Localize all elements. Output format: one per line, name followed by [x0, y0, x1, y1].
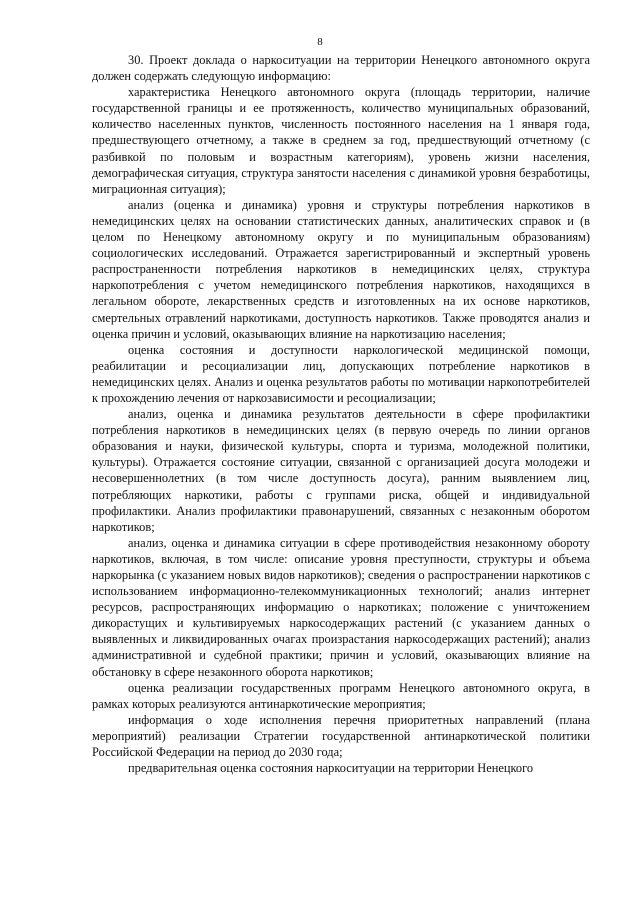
- paragraph-preliminary-assessment: предварительная оценка состояния наркоситуации на территории Ненецкого: [128, 761, 534, 776]
- paragraph-trafficking-analysis: анализ, оценка и динамика ситуации в сфере противодействия незаконному обороту наркотиков, включая, в том числе: описание уровня преступности, структуры и объема наркорынка (с указанием новых видов наркотиков); сведения о распространении наркотиков с использованием информационно-телекоммуникационных технологий; анализ интернет ресурсов, распространяющих информацию о наркотиках; положение с уничтожением дикорастущих и культивируемых наркосодержащих растений (с указанием данных о выявленных и ликвидированных очагах произрастания наркосодержащих растений); анализ административной и судебной практики; причин и условий, оказывающих влияние на обстановку в сфере незаконного оборота наркотиков;: [92, 535, 590, 679]
- paragraph-state-programs: оценка реализации государственных программ Ненецкого автономного округа, в рамках которых реализуются антинаркотические мероприятия;: [92, 680, 590, 711]
- document-body: [92, 52, 590, 776]
- page-number: 8: [317, 36, 323, 48]
- paragraph-region-characteristics: характеристика Ненецкого автономного округа (площадь территории, наличие государственной границы и ее протяженность, количество муниципальных образований, количество населенных пунктов, численность постоянного населения на 1 января года, предшествующего отчетному, а также в среднем за год, предшествующий отчетному (с разбивкой по половым и возрастным категориям), уровень жизни населения, демографическая ситуация, структура занятости населения с динамикой уровня безработицы, миграционная ситуация);: [92, 85, 590, 196]
- paragraph-strategy-implementation: информация о ходе исполнения перечня приоритетных направлений (плана мероприятий) реализации Стратегии государственной антинаркотической политики Российской Федерации на период до 2030 года;: [92, 712, 590, 760]
- paragraph-medical-care-assessment: оценка состояния и доступности наркологической медицинской помощи, реабилитации и ресоциализации лиц, допускающих потребление наркотиков в немедицинских целях. Анализ и оценка результатов работы по мотивации наркопотребителей к прохождению лечения от наркозависимости и ресоциализации;: [92, 342, 590, 405]
- paragraph-drug-consumption-analysis: анализ (оценка и динамика) уровня и структуры потребления наркотиков в немедицинских целях на основании статистических данных, аналитических справок и (в целом по Ненецкому автономному округу и по муниципальным образованиям) социологических исследований. Отражается зарегистрированный и экспертный уровень распространенности потребления наркотиков в немедицинских целях, структура наркопотребления с учетом немедицинского потребления наркотиков, находящихся в легальном обороте, лекарственных средств и изготовленных на их основе наркотиков, смертельных отравлений наркотиками, доступность наркотиков. Также проводятся анализ и оценка причин и условий, оказывающих влияние на наркотизацию населения;: [92, 197, 590, 341]
- paragraph-item-30-intro: 30. Проект доклада о наркоситуации на территории Ненецкого автономного округа должен содержать следующую информацию:: [92, 53, 590, 84]
- paragraph-prevention-analysis: анализ, оценка и динамика результатов деятельности в сфере профилактики потребления наркотиков в немедицинских целях (в первую очередь по линии органов образования и науки, физической культуры, спорта и туризма, молодежной политики, культуры). Отражается состояние ситуации, связанной с организацией досуга молодежи и несовершеннолетних (в том числе доступность досуга), ранним выявлением лиц, потребляющих наркотики, работы с группами риска, общей и индивидуальной профилактики. Анализ профилактики правонарушений, связанных с незаконным оборотом наркотиков;: [92, 407, 590, 534]
